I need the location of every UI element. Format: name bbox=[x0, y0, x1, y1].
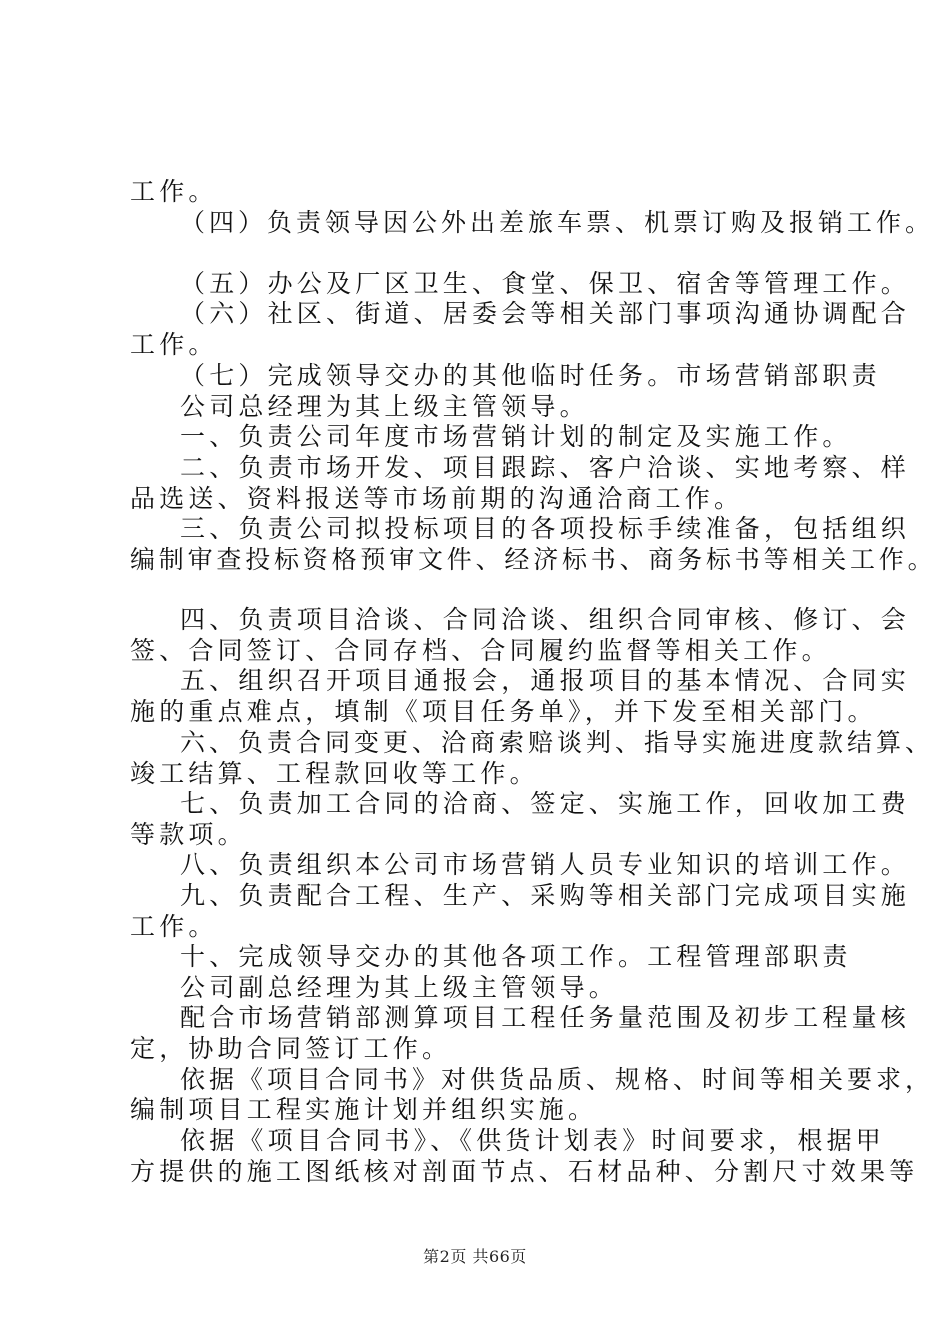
text-line: 工作。 bbox=[130, 177, 218, 206]
text-line: 等款项。 bbox=[130, 820, 247, 849]
text-line: 依据《项目合同书》、《供货计划表》时间要求，根据甲 bbox=[180, 1126, 886, 1155]
text-line: 编制项目工程实施计划并组织实施。 bbox=[130, 1095, 598, 1124]
text-line: 公司副总经理为其上级主管领导。 bbox=[180, 973, 619, 1002]
page-footer: 第2页 共66页 bbox=[423, 1247, 527, 1266]
text-line: 定，协助合同签订工作。 bbox=[130, 1034, 452, 1063]
text-line: （五）办公及厂区卫生、食堂、保卫、宿舍等管理工作。 bbox=[180, 269, 911, 298]
text-line: （七）完成领导交办的其他临时任务。市场营销部职责 bbox=[180, 361, 881, 390]
text-line: 五、组织召开项目通报会，通报项目的基本情况、合同实 bbox=[180, 666, 911, 695]
text-line: 一、负责公司年度市场营销计划的制定及实施工作。 bbox=[180, 422, 852, 451]
text-line: （六）社区、街道、居委会等相关部门事项沟通协调配合 bbox=[180, 299, 911, 328]
text-line: 施的重点难点，填制《项目任务单》，并下发至相关部门。 bbox=[130, 697, 877, 726]
text-line: 二、负责市场开发、项目跟踪、客户洽谈、实地考察、样 bbox=[180, 453, 911, 482]
text-line: 竣工结算、工程款回收等工作。 bbox=[130, 759, 539, 788]
text-line: 八、负责组织本公司市场营销人员专业知识的培训工作。 bbox=[180, 850, 911, 879]
text-line: 编制审查投标资格预审文件、经济标书、商务标书等相关工作。 bbox=[130, 545, 937, 574]
text-line: 工作。 bbox=[130, 330, 218, 359]
text-line: 依据《项目合同书》对供货品质、规格、时间等相关要求， bbox=[180, 1065, 935, 1094]
text-line: 配合市场营销部测算项目工程任务量范围及初步工程量核 bbox=[180, 1003, 911, 1032]
text-line: 十、完成领导交办的其他各项工作。工程管理部职责 bbox=[180, 942, 852, 971]
text-line: 六、负责合同变更、洽商索赔谈判、指导实施进度款结算、 bbox=[180, 728, 935, 757]
text-line: 方提供的施工图纸核对剖面节点、石材品种、分割尺寸效果等 bbox=[130, 1157, 919, 1186]
text-line: 九、负责配合工程、生产、采购等相关部门完成项目实施 bbox=[180, 881, 911, 910]
text-line: （四）负责领导因公外出差旅车票、机票订购及报销工作。 bbox=[180, 208, 935, 237]
text-line: 七、负责加工合同的洽商、签定、实施工作，回收加工费 bbox=[180, 789, 911, 818]
text-line: 工作。 bbox=[130, 912, 218, 941]
text-line: 品选送、资料报送等市场前期的沟通洽商工作。 bbox=[130, 484, 744, 513]
text-line: 四、负责项目洽谈、合同洽谈、组织合同审核、修订、会 bbox=[180, 605, 911, 634]
text-line: 三、负责公司拟投标项目的各项投标手续准备，包括组织 bbox=[180, 514, 911, 543]
text-line: 签、合同签订、合同存档、合同履约监督等相关工作。 bbox=[130, 636, 831, 665]
text-line: 公司总经理为其上级主管领导。 bbox=[180, 392, 589, 421]
